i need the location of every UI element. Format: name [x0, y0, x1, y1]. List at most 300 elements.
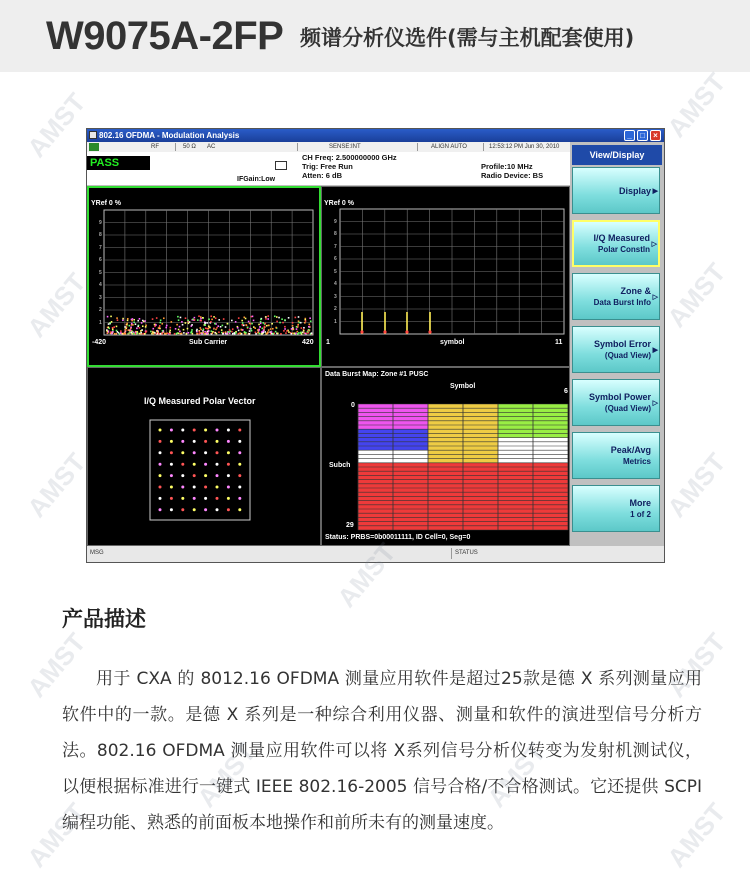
constellation-point [216, 429, 219, 432]
rf-label: RF [151, 144, 159, 150]
subcarrier-point [237, 327, 239, 329]
subcarrier-point [298, 316, 300, 318]
subcarrier-point [241, 324, 243, 326]
description-heading: 产品描述 [62, 607, 146, 631]
subcarrier-point [221, 329, 223, 331]
subcarrier-point [271, 323, 273, 325]
subcarrier-point [213, 328, 215, 330]
subcarrier-point [120, 332, 122, 334]
subcarrier-point [215, 317, 217, 319]
subcarrier-point [286, 330, 288, 332]
subcarrier-point [159, 325, 161, 327]
subcarrier-point [206, 322, 208, 324]
subcarrier-point [178, 319, 180, 321]
subcarrier-point [141, 322, 143, 324]
subcarrier-point [303, 330, 305, 332]
trigger-mode: Trig: Free Run [302, 162, 353, 171]
subcarrier-y-tick: 4 [99, 282, 102, 288]
minimize-icon[interactable]: _ [624, 130, 635, 141]
subcarrier-point [228, 331, 230, 333]
subcarrier-point [220, 326, 222, 328]
subcarrier-point [299, 322, 301, 324]
subcarrier-point [267, 318, 269, 320]
subcarrier-point [253, 326, 255, 328]
subcarrier-point [122, 333, 124, 335]
subcarrier-point [181, 333, 183, 335]
softkey-iq-polar-constln[interactable] [572, 220, 660, 267]
subcarrier-point [268, 329, 270, 331]
watermark: AMST [661, 257, 732, 334]
constellation-point [204, 497, 207, 500]
subcarrier-point [213, 316, 215, 318]
subcarrier-point [274, 316, 276, 318]
subcarrier-point [112, 327, 114, 329]
status-label: STATUS [455, 550, 478, 556]
subcarrier-point [182, 324, 184, 326]
subcarrier-point [267, 331, 269, 333]
constellation-point [204, 451, 207, 454]
subcarrier-point [183, 329, 185, 331]
symbol-plot[interactable] [321, 186, 570, 367]
burst-map-symbol-label: Symbol [450, 383, 476, 390]
subcarrier-point [281, 318, 283, 320]
subcarrier-yref: YRef 0 % [91, 200, 121, 207]
subcarrier-point [202, 330, 204, 332]
constellation-point [159, 486, 162, 489]
subcarrier-point [264, 326, 266, 328]
subcarrier-point [109, 322, 111, 324]
subcarrier-point [169, 331, 171, 333]
product-subtitle: 频谱分析仪选件(需与主机配套使用) [300, 26, 635, 50]
symbol-yref: YRef 0 % [324, 200, 354, 207]
constellation-point [181, 474, 184, 477]
subcarrier-point [180, 317, 182, 319]
subcarrier-point [124, 326, 126, 328]
constellation-point [181, 463, 184, 466]
subcarrier-point [186, 333, 188, 335]
subcarrier-point [202, 317, 204, 319]
subcarrier-point [295, 333, 297, 335]
softkey-label: Symbol Error [593, 338, 651, 349]
subcarrier-point [176, 333, 178, 335]
subcarrier-point [245, 324, 247, 326]
burst-map-panel[interactable] [321, 367, 570, 546]
symbol-y-tick: 7 [334, 243, 337, 250]
subcarrier-point [242, 329, 244, 331]
subcarrier-point [261, 333, 263, 335]
constellation-point [238, 486, 241, 489]
watermark: AMST [661, 797, 732, 874]
symbol-y-tick: 9 [334, 218, 337, 225]
subcarrier-x-label: Sub Carrier [189, 339, 228, 346]
subcarrier-point [232, 328, 234, 330]
subcarrier-point [231, 320, 233, 322]
subcarrier-point [108, 323, 110, 325]
softkey-sublabel: (Quad View) [604, 403, 651, 413]
subcarrier-point [305, 320, 307, 322]
burst-map-symbol-end: 6 [564, 388, 568, 395]
subcarrier-point [135, 323, 137, 325]
instrument-bottom-bar [87, 546, 664, 562]
subcarrier-point [264, 331, 266, 333]
constellation-point [181, 451, 184, 454]
subcarrier-point [187, 328, 189, 330]
subcarrier-point [177, 316, 179, 318]
constellation-point [238, 508, 241, 511]
subcarrier-point [142, 333, 144, 335]
softkey-sublabel: Polar Constln [597, 244, 650, 254]
subcarrier-point [226, 333, 228, 335]
subcarrier-point [243, 324, 245, 326]
subcarrier-point [216, 333, 218, 335]
subcarrier-point [145, 325, 147, 327]
subcarrier-point [235, 321, 237, 323]
subcarrier-point [128, 325, 130, 327]
watermark: AMST [21, 267, 92, 344]
subcarrier-point [206, 333, 208, 335]
subcarrier-point [292, 332, 294, 334]
subcarrier-point [231, 331, 233, 333]
submenu-arrow-icon: ▷ [651, 240, 657, 248]
subcarrier-plot[interactable] [87, 186, 321, 367]
subcarrier-point [260, 321, 262, 323]
symbol-point [360, 330, 363, 333]
burst-map-grid [322, 368, 569, 545]
constellation-point [204, 440, 207, 443]
datetime-label: 12:53:12 PM Jun 30, 2010 [489, 144, 560, 150]
subcarrier-point [188, 322, 190, 324]
constellation-point [238, 474, 241, 477]
symbol-point [428, 330, 431, 333]
subcarrier-point [263, 322, 265, 324]
subcarrier-point [308, 326, 310, 328]
watermark: AMST [191, 737, 262, 814]
subcarrier-point [245, 318, 247, 320]
subcarrier-point [211, 332, 213, 334]
subcarrier-point [178, 329, 180, 331]
softkey-label: Symbol Power [588, 391, 651, 402]
window-title: 802.16 OFDMA - Modulation Analysis [99, 131, 240, 140]
subcarrier-point [122, 318, 124, 320]
subcarrier-point [214, 323, 216, 325]
subcarrier-point [201, 333, 203, 335]
constellation-point [170, 508, 173, 511]
subcarrier-point [205, 327, 207, 329]
subcarrier-point [158, 327, 160, 329]
subcarrier-point [296, 326, 298, 328]
subcarrier-point [127, 329, 129, 331]
subcarrier-point [211, 330, 213, 332]
subcarrier-point [156, 330, 158, 332]
subcarrier-point [311, 332, 313, 334]
center-frequency: CH Freq: 2.500000000 GHz [302, 153, 397, 162]
subcarrier-point [165, 327, 167, 329]
subcarrier-point [276, 316, 278, 318]
subcarrier-point [154, 324, 156, 326]
softkey-display[interactable] [572, 167, 660, 214]
subcarrier-y-tick: 6 [99, 257, 102, 263]
symbol-y-tick: 8 [334, 231, 337, 237]
constellation-point [181, 497, 184, 500]
softkey-symbol-error[interactable] [572, 326, 660, 373]
coupling-label: AC [207, 144, 216, 150]
msg-label: MSG [90, 550, 104, 556]
constellation-point [193, 463, 196, 466]
subcarrier-y-tick: 5 [99, 269, 102, 276]
subcarrier-point [198, 315, 200, 317]
constellation-point [170, 486, 173, 489]
subcarrier-point [266, 333, 268, 335]
constellation-point [204, 463, 207, 466]
subcarrier-point [218, 319, 220, 321]
subcarrier-point [139, 327, 141, 329]
subcarrier-point [131, 333, 133, 335]
subcarrier-point [204, 333, 206, 335]
subcarrier-point [238, 333, 240, 335]
subcarrier-point [227, 323, 229, 325]
subcarrier-point [242, 322, 244, 324]
subcarrier-point [150, 331, 152, 333]
subcarrier-point [140, 330, 142, 332]
constellation-point [238, 440, 241, 443]
subcarrier-point [110, 316, 112, 318]
subcarrier-point [136, 328, 138, 330]
constellation-point [159, 429, 162, 432]
subcarrier-point [140, 332, 142, 334]
softkey-menu-title: View/Display [572, 145, 662, 165]
subcarrier-point [194, 317, 196, 319]
subcarrier-point [181, 321, 183, 323]
subcarrier-point [169, 330, 171, 332]
subcarrier-point [126, 326, 128, 328]
constellation-point [216, 486, 219, 489]
subcarrier-y-tick: 7 [99, 244, 102, 251]
subcarrier-point [131, 320, 133, 322]
subcarrier-point [196, 333, 198, 335]
subcarrier-point [239, 332, 241, 334]
subcarrier-point [229, 333, 231, 335]
constellation-point [193, 497, 196, 500]
softkey-menu [570, 142, 664, 546]
subcarrier-point [259, 326, 261, 328]
subcarrier-point [163, 317, 165, 319]
subcarrier-point [310, 320, 312, 322]
subcarrier-point [197, 319, 199, 321]
subcarrier-point [277, 333, 279, 335]
subcarrier-point [107, 332, 109, 334]
subcarrier-point [203, 328, 205, 330]
constellation-point [204, 508, 207, 511]
watermark: AMST [21, 627, 92, 704]
constellation-point [159, 440, 162, 443]
constellation-point [216, 451, 219, 454]
subcarrier-point [191, 324, 193, 326]
constellation-point [181, 486, 184, 489]
constellation-point [238, 451, 241, 454]
subcarrier-point [288, 317, 290, 319]
subcarrier-point [278, 317, 280, 319]
pass-badge: PASS [87, 156, 150, 170]
symbol-y-tick: 6 [334, 256, 337, 262]
subcarrier-point [208, 325, 210, 327]
constellation-point [170, 474, 173, 477]
subcarrier-point [263, 327, 265, 329]
subcarrier-point [284, 328, 286, 330]
subcarrier-point [194, 319, 196, 321]
subcarrier-point [187, 320, 189, 322]
constellation-point [193, 440, 196, 443]
subcarrier-point [183, 332, 185, 334]
subcarrier-point [253, 320, 255, 322]
subcarrier-point [166, 325, 168, 327]
softkey-zone-burst-info[interactable] [572, 273, 660, 320]
subcarrier-point [133, 321, 135, 323]
symbol-point [405, 330, 408, 333]
window-titlebar [87, 129, 664, 142]
subcarrier-point [265, 318, 267, 320]
constellation-point [216, 463, 219, 466]
softkey-peak-avg-metrics[interactable] [572, 432, 660, 479]
subcarrier-y-tick: 9 [99, 219, 102, 226]
subcarrier-point [251, 323, 253, 325]
close-icon[interactable]: × [650, 130, 661, 141]
measurement-header [87, 152, 570, 185]
subcarrier-point [268, 324, 270, 326]
constellation-point [170, 463, 173, 466]
subcarrier-point [261, 331, 263, 333]
constellation-point [159, 474, 162, 477]
subcarrier-point [127, 318, 129, 320]
subcarrier-point [146, 330, 148, 332]
subcarrier-point [292, 322, 294, 324]
subcarrier-point [266, 325, 268, 327]
subcarrier-point [258, 324, 260, 326]
subcarrier-point [249, 330, 251, 332]
subcarrier-point [176, 324, 178, 326]
subcarrier-point [142, 325, 144, 327]
constellation-point [238, 463, 241, 466]
constellation-point [181, 508, 184, 511]
subcarrier-point [291, 333, 293, 335]
subcarrier-point [137, 326, 139, 328]
subcarrier-point [144, 320, 146, 322]
subcarrier-point [152, 328, 154, 330]
subcarrier-point [222, 325, 224, 327]
subcarrier-point [300, 332, 302, 334]
constellation-point [193, 486, 196, 489]
subcarrier-point [309, 317, 311, 319]
subcarrier-point [297, 331, 299, 333]
subcarrier-point [210, 315, 212, 317]
subcarrier-point [308, 329, 310, 331]
subcarrier-point [252, 316, 254, 318]
submenu-arrow-icon: ▶ [652, 187, 658, 195]
subcarrier-point [292, 328, 294, 330]
subcarrier-x-end: 420 [302, 339, 314, 346]
trigger-icon [275, 161, 287, 170]
subcarrier-point [260, 319, 262, 321]
subcarrier-point [130, 326, 132, 328]
constellation-point [216, 508, 219, 511]
softkey-sublabel: Data Burst Info [593, 297, 651, 307]
subcarrier-point [160, 319, 162, 321]
subcarrier-point [223, 318, 225, 320]
symbol-y-tick: 4 [334, 281, 337, 287]
subcarrier-point [112, 331, 114, 333]
polar-vector-plot[interactable] [87, 367, 321, 546]
softkey-label: Zone & [620, 285, 651, 296]
subcarrier-point [204, 331, 206, 333]
subcarrier-point [265, 316, 267, 318]
subcarrier-point [117, 319, 119, 321]
subcarrier-point [110, 331, 112, 333]
constellation-point [204, 486, 207, 489]
maximize-icon[interactable]: □ [637, 130, 648, 141]
subcarrier-point [254, 327, 256, 329]
subcarrier-point [152, 331, 154, 333]
radio-device: Radio Device: BS [481, 171, 544, 180]
subcarrier-point [225, 326, 227, 328]
subcarrier-point [200, 329, 202, 331]
submenu-arrow-icon: ▷ [652, 399, 658, 407]
constellation-point [238, 429, 241, 432]
softkey-sublabel: 1 of 2 [630, 509, 651, 519]
softkey-label: Display [618, 185, 651, 196]
watermark: AMST [481, 737, 552, 814]
subcarrier-point [282, 322, 284, 324]
softkey-more[interactable] [572, 485, 660, 532]
subcarrier-point [258, 329, 260, 331]
constellation-point [238, 497, 241, 500]
subcarrier-point [171, 321, 173, 323]
subcarrier-point [255, 332, 257, 334]
subcarrier-point [115, 333, 117, 335]
burst-map-subch-end: 29 [346, 522, 354, 529]
subcarrier-point [111, 333, 113, 335]
symbol-y-tick: 3 [334, 293, 337, 300]
subcarrier-point [230, 331, 232, 333]
subcarrier-point [272, 333, 274, 335]
softkey-symbol-power[interactable] [572, 379, 660, 426]
subcarrier-point [283, 330, 285, 332]
subcarrier-point [130, 329, 132, 331]
subcarrier-point [270, 328, 272, 330]
subcarrier-point [303, 327, 305, 329]
subcarrier-point [155, 324, 157, 326]
subcarrier-point [191, 331, 193, 333]
subcarrier-point [153, 333, 155, 335]
subcarrier-point [244, 331, 246, 333]
subcarrier-point [136, 333, 138, 335]
constellation-point [204, 474, 207, 477]
subcarrier-point [298, 332, 300, 334]
subcarrier-point [200, 320, 202, 322]
subcarrier-point [234, 332, 236, 334]
subcarrier-point [260, 323, 262, 325]
subcarrier-point [280, 333, 282, 335]
constellation-point [227, 440, 230, 443]
subcarrier-point [114, 333, 116, 335]
subcarrier-point [215, 329, 217, 331]
constellation-point [193, 474, 196, 477]
subcarrier-point [245, 332, 247, 334]
subcarrier-point [284, 326, 286, 328]
subcarrier-point [144, 333, 146, 335]
status-indicator-icon [89, 143, 99, 151]
subcarrier-point [116, 330, 118, 332]
subcarrier-point [132, 318, 134, 320]
symbol-point [383, 330, 386, 333]
